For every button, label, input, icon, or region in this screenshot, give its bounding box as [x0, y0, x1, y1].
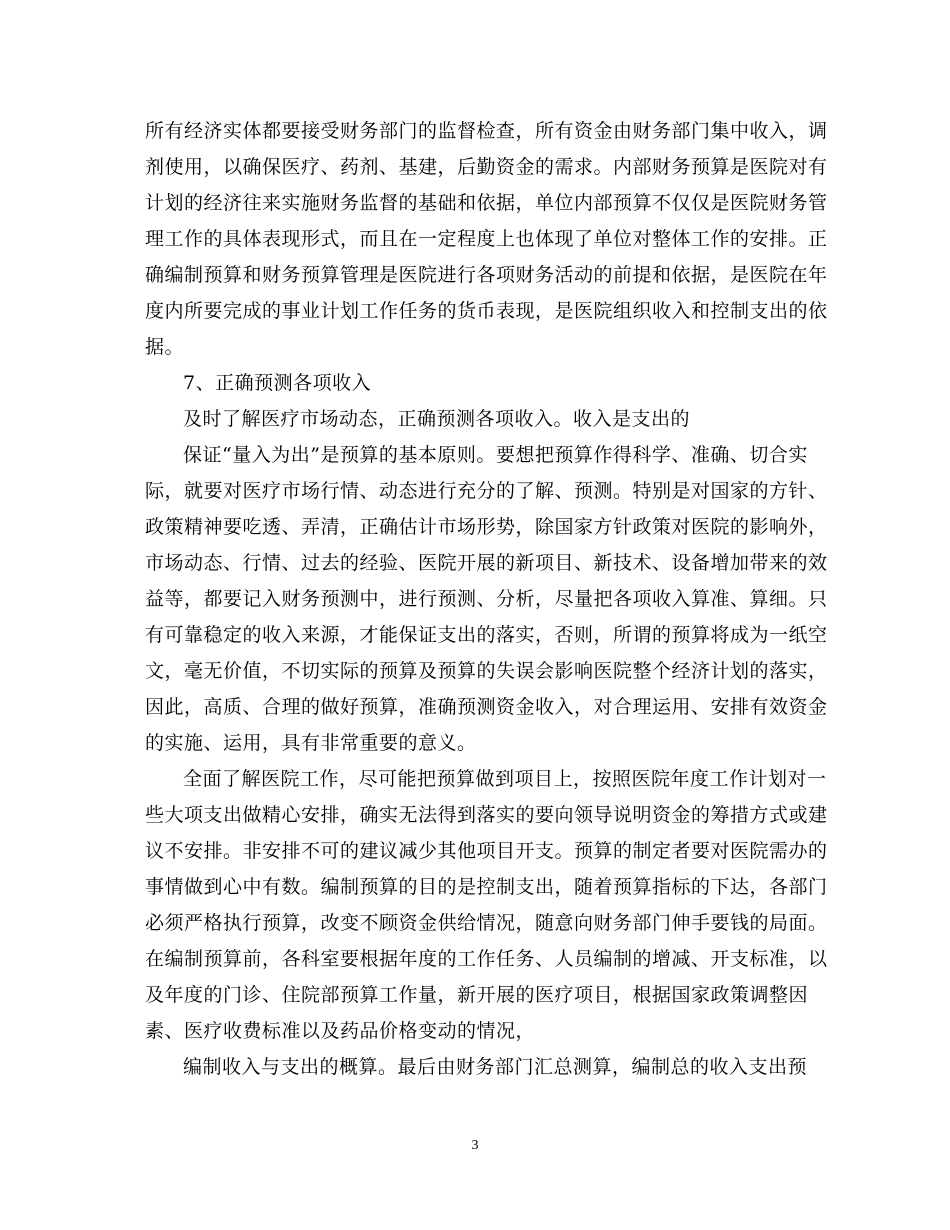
- text-line: 的实施、运用，具有非常重要的意义。: [145, 732, 477, 754]
- text-line: 所有经济实体都要接受财务部门的监督检查，所有资金由财务部门集中收入，调: [145, 120, 828, 142]
- text-line: 据。: [145, 336, 185, 358]
- text-line: 及年度的门诊、住院部预算工作量，新开展的医疗项目，根据国家政策调整因: [145, 984, 809, 1006]
- text-line: 因此，高质、合理的做好预算，准确预测资金收入，对合理运用、安排有效资金: [145, 696, 828, 718]
- text-line: 剂使用，以确保医疗、药剂、基建，后勤资金的需求。内部财务预算是医院对有: [145, 156, 828, 178]
- text-line: 必须严格执行预算，改变不顾资金供给情况，随意向财务部门伸手要钱的局面。: [145, 912, 828, 934]
- text-line: 理工作的具体表现形式，而且在一定程度上也体现了单位对整体工作的安排。正: [145, 228, 828, 250]
- text-line: 编制收入与支出的概算。最后由财务部门汇总测算，编制总的收入支出预: [183, 1056, 808, 1078]
- text-line: 保证“量入为出”是预算的基本原则。要想把预算作得科学、准确、切合实: [183, 444, 808, 466]
- text-line: 益等，都要记入财务预测中，进行预测、分析，尽量把各项收入算准、算细。只: [145, 588, 828, 610]
- text-line: 度内所要完成的事业计划工作任务的货币表现，是医院组织收入和控制支出的依: [145, 300, 828, 322]
- text-line: 际，就要对医疗市场行情、动态进行充分的了解、预测。特别是对国家的方针、: [145, 480, 828, 502]
- paragraph: [145, 761, 828, 1049]
- heading-line: 7、正确预测各项收入: [183, 372, 372, 394]
- text-line: 政策精神要吃透、弄清，正确估计市场形势，除国家方针政策对医院的影响外，: [145, 516, 828, 538]
- section-heading: [145, 365, 805, 401]
- text-line: 在编制预算前，各科室要根据年度的工作任务、人员编制的增减、开支标准，以: [145, 948, 828, 970]
- text-line: 事情做到心中有数。编制预算的目的是控制支出，随着预算指标的下达，各部门: [145, 876, 828, 898]
- paragraph: [145, 113, 828, 365]
- text-line: 计划的经济往来实施财务监督的基础和依据，单位内部预算不仅仅是医院财务管: [145, 192, 828, 214]
- text-line: 及时了解医疗市场动态，正确预测各项收入。收入是支出的: [183, 408, 691, 430]
- text-line: 确编制预算和财务预算管理是医院进行各项财务活动的前提和依据，是医院在年: [145, 264, 828, 286]
- body-text: [145, 113, 828, 1085]
- paragraph: [145, 1049, 808, 1085]
- text-line: 些大项支出做精心安排，确实无法得到落实的要向领导说明资金的筹措方式或建: [145, 804, 828, 826]
- paragraph: [145, 437, 828, 761]
- page-number: 3: [471, 1138, 479, 1153]
- text-line: 文，毫无价值，不切实际的预算及预算的失误会影响医院整个经济计划的落实，: [145, 660, 828, 682]
- text-line: 素、医疗收费标准以及药品价格变动的情况，: [145, 1020, 536, 1042]
- text-line: 议不安排。非安排不可的建议减少其他项目开支。预算的制定者要对医院需办的: [145, 840, 828, 862]
- paragraph: [145, 401, 805, 437]
- text-line: 市场动态、行情、过去的经验、医院开展的新项目、新技术、设备增加带来的效: [145, 552, 828, 574]
- text-line: 全面了解医院工作，尽可能把预算做到项目上，按照医院年度工作计划对一: [183, 768, 827, 790]
- text-line: 有可靠稳定的收入来源，才能保证支出的落实，否则，所谓的预算将成为一纸空: [145, 624, 828, 646]
